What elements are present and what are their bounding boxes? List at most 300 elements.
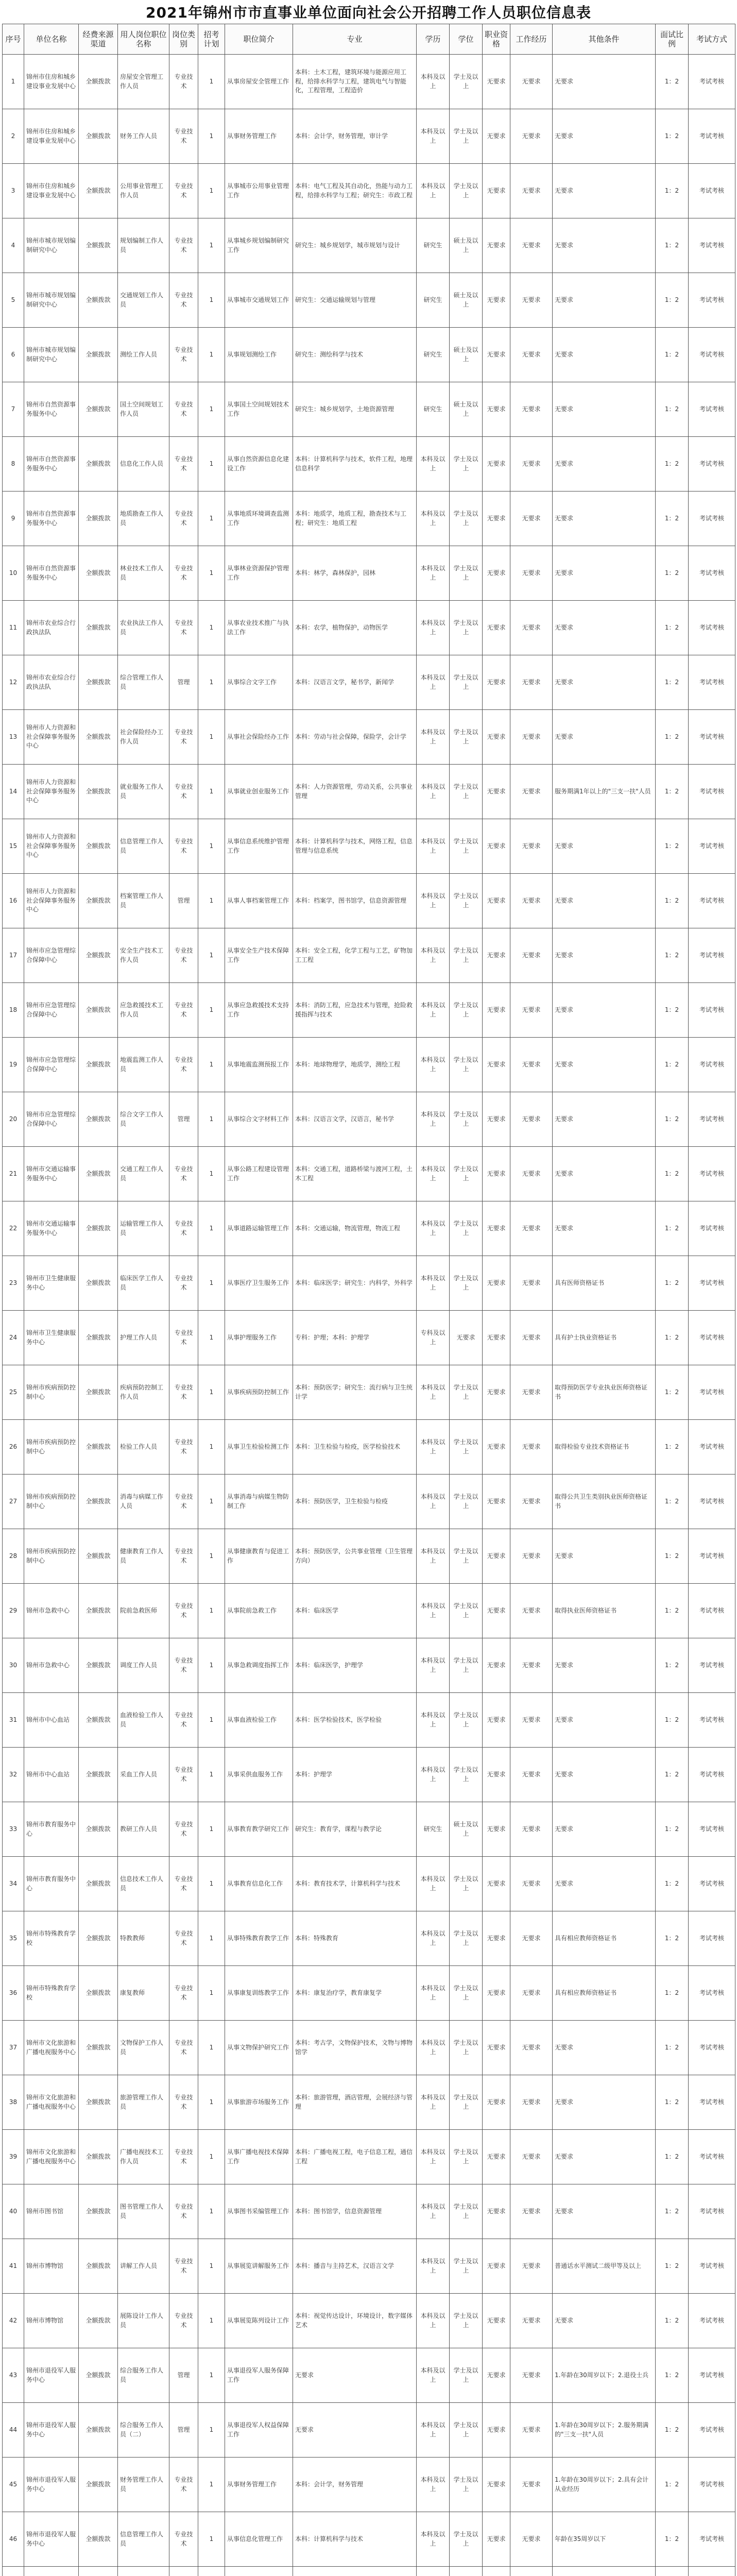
post-category: 专业技术 xyxy=(169,1529,198,1584)
unit-name: 锦州市自然资源事务服务中心 xyxy=(24,382,79,437)
post-category: 专业技术 xyxy=(169,164,198,218)
funding-source: 全额拨款 xyxy=(79,164,118,218)
major-requirement: 研究生：教育学，课程与教学论 xyxy=(293,1802,417,1857)
recruit-count: 1 xyxy=(198,2458,225,2512)
exam-method: 考试考核 xyxy=(689,1748,735,1802)
interview-ratio: 1：2 xyxy=(656,1911,689,1966)
funding-source: 全额拨款 xyxy=(79,437,118,492)
row-number: 6 xyxy=(3,328,24,382)
row-number: 4 xyxy=(3,218,24,273)
qualification: 无要求 xyxy=(483,928,510,983)
unit-name: 锦州市应急管理综合保障中心 xyxy=(24,928,79,983)
work-experience: 无要求 xyxy=(510,1147,553,1201)
funding-source: 全额拨款 xyxy=(79,1693,118,1748)
recruit-count: 1 xyxy=(198,1802,225,1857)
education: 本科及以上 xyxy=(417,1256,450,1311)
work-experience: 无要求 xyxy=(510,218,553,273)
recruit-count: 1 xyxy=(198,1147,225,1201)
unit-name: 锦州市急救中心 xyxy=(24,1584,79,1638)
education: 本科及以上 xyxy=(417,765,450,819)
unit-name: 锦州市特殊教育学校 xyxy=(24,1966,79,2021)
post-name: 信息管理工作人员 xyxy=(118,2512,169,2567)
funding-source: 全额拨款 xyxy=(79,273,118,328)
recruit-count: 1 xyxy=(198,928,225,983)
interview-ratio: 1：2 xyxy=(656,2512,689,2567)
interview-ratio: 1：2 xyxy=(656,164,689,218)
exam-method: 考试考核 xyxy=(689,546,735,601)
unit-name: 锦州市人力资源和社会保障事务服务中心 xyxy=(24,874,79,928)
post-category: 管理 xyxy=(169,2403,198,2458)
unit-name: 锦州市图书馆 xyxy=(24,2184,79,2239)
interview-ratio: 1：2 xyxy=(656,710,689,765)
other-conditions: 无要求 xyxy=(553,874,656,928)
recruit-count: 1 xyxy=(198,109,225,164)
exam-method: 考试考核 xyxy=(689,2348,735,2403)
qualification: 无要求 xyxy=(483,2512,510,2567)
qualification: 无要求 xyxy=(483,164,510,218)
education: 本科及以上 xyxy=(417,2403,450,2458)
exam-method: 考试考核 xyxy=(689,1638,735,1693)
work-experience: 无要求 xyxy=(510,710,553,765)
post-description: 从事国土空间规划技术工作 xyxy=(225,382,293,437)
work-experience: 无要求 xyxy=(510,2458,553,2512)
table-row xyxy=(3,1529,735,1584)
interview-ratio: 1：2 xyxy=(656,2348,689,2403)
table-row xyxy=(3,55,735,109)
unit-name: 锦州市教育服务中心 xyxy=(24,1857,79,1911)
post-description: 从事应急救援技术支持工作 xyxy=(225,983,293,1038)
work-experience: 无要求 xyxy=(510,328,553,382)
education: 本科及以上 xyxy=(417,710,450,765)
exam-method: 考试考核 xyxy=(689,1365,735,1420)
funding-source: 全额拨款 xyxy=(79,546,118,601)
table-row xyxy=(3,983,735,1038)
table-row xyxy=(3,765,735,819)
education: 本科及以上 xyxy=(417,1475,450,1529)
table-row xyxy=(3,1966,735,2021)
qualification: 无要求 xyxy=(483,1693,510,1748)
table-row xyxy=(3,1201,735,1256)
post-name: 图书管理工作人员 xyxy=(118,2184,169,2239)
column-header: 工作经历 xyxy=(510,24,553,55)
column-header: 职业资格 xyxy=(483,24,510,55)
major-requirement: 本科：交通工程，道路桥梁与渡河工程，土木工程 xyxy=(293,1147,417,1201)
education: 研究生 xyxy=(417,218,450,273)
unit-name: 锦州市交通运输事务服务中心 xyxy=(24,1201,79,1256)
work-experience: 无要求 xyxy=(510,1911,553,1966)
row-number: 21 xyxy=(3,1147,24,1201)
education: 本科及以上 xyxy=(417,1147,450,1201)
qualification: 无要求 xyxy=(483,546,510,601)
unit-name: 锦州市疾病预防控制中心 xyxy=(24,1529,79,1584)
degree: 学士及以上 xyxy=(450,2403,483,2458)
funding-source: 全额拨款 xyxy=(79,2239,118,2294)
exam-method: 考试考核 xyxy=(689,164,735,218)
row-number: 44 xyxy=(3,2403,24,2458)
qualification: 无要求 xyxy=(483,1584,510,1638)
table-row xyxy=(3,273,735,328)
education: 本科及以上 xyxy=(417,2184,450,2239)
unit-name: 锦州市人力资源和社会保障事务服务中心 xyxy=(24,819,79,874)
post-description: 从事文物保护研究工作 xyxy=(225,2021,293,2075)
row-number: 7 xyxy=(3,382,24,437)
table-row xyxy=(3,2348,735,2403)
unit-name: 锦州市退役军人服务中心 xyxy=(24,2512,79,2567)
table-row xyxy=(3,437,735,492)
funding-source: 全额拨款 xyxy=(79,1147,118,1201)
post-category: 专业技术 xyxy=(169,2130,198,2184)
post-name: 档案管理工作人员 xyxy=(118,874,169,928)
exam-method: 考试考核 xyxy=(689,1584,735,1638)
degree: 学士及以上 xyxy=(450,1584,483,1638)
degree: 学士及以上 xyxy=(450,55,483,109)
work-experience: 无要求 xyxy=(510,2184,553,2239)
row-number: 30 xyxy=(3,1638,24,1693)
post-name: 展陈设计工作人员 xyxy=(118,2294,169,2348)
major-requirement: 本科：会计学，财务管理 xyxy=(293,2458,417,2512)
unit-name xyxy=(24,2567,79,2576)
degree: 学士及以上 xyxy=(450,819,483,874)
major-requirement: 本科：劳动与社会保障，保险学，会计学 xyxy=(293,710,417,765)
post-name: 交通工程工作人员 xyxy=(118,1147,169,1201)
degree: 学士及以上 xyxy=(450,1038,483,1092)
work-experience: 无要求 xyxy=(510,928,553,983)
work-experience: 无要求 xyxy=(510,655,553,710)
post-description: 从事图书采编管理工作 xyxy=(225,2184,293,2239)
degree: 学士及以上 xyxy=(450,2184,483,2239)
major-requirement: 本科：电气工程及其自动化，热能与动力工程，给排水科学与工程；研究生：市政工程 xyxy=(293,164,417,218)
qualification: 无要求 xyxy=(483,819,510,874)
funding-source: 全额拨款 xyxy=(79,1038,118,1092)
post-description: 从事旅游市场服务工作 xyxy=(225,2075,293,2130)
work-experience: 无要求 xyxy=(510,1802,553,1857)
degree: 学士及以上 xyxy=(450,2021,483,2075)
row-number: 2 xyxy=(3,109,24,164)
funding-source: 全额拨款 xyxy=(79,1911,118,1966)
qualification: 无要求 xyxy=(483,1147,510,1201)
qualification: 无要求 xyxy=(483,1256,510,1311)
education: 本科及以上 xyxy=(417,2512,450,2567)
other-conditions: 无要求 xyxy=(553,2021,656,2075)
interview-ratio: 1：2 xyxy=(656,2294,689,2348)
post-category: 专业技术 xyxy=(169,218,198,273)
education: 本科及以上 xyxy=(417,2130,450,2184)
other-conditions: 无要求 xyxy=(553,1802,656,1857)
funding-source xyxy=(79,2567,118,2576)
major-requirement: 本科：广播电视工程，电子信息工程，通信工程 xyxy=(293,2130,417,2184)
post-description: 从事城市交通规划工作 xyxy=(225,273,293,328)
exam-method: 考试考核 xyxy=(689,1147,735,1201)
exam-method xyxy=(689,2567,735,2576)
column-header: 学历 xyxy=(417,24,450,55)
row-number: 29 xyxy=(3,1584,24,1638)
row-number: 27 xyxy=(3,1475,24,1529)
unit-name: 锦州市疾病预防控制中心 xyxy=(24,1420,79,1475)
post-category: 管理 xyxy=(169,1092,198,1147)
exam-method: 考试考核 xyxy=(689,655,735,710)
other-conditions: 具有相应教师资格证书 xyxy=(553,1966,656,2021)
row-number: 5 xyxy=(3,273,24,328)
post-description: 从事展览讲解服务工作 xyxy=(225,2239,293,2294)
exam-method: 考试考核 xyxy=(689,1201,735,1256)
table-row xyxy=(3,1638,735,1693)
education: 本科及以上 xyxy=(417,2294,450,2348)
row-number: 10 xyxy=(3,546,24,601)
interview-ratio: 1：2 xyxy=(656,55,689,109)
exam-method: 考试考核 xyxy=(689,382,735,437)
work-experience: 无要求 xyxy=(510,2348,553,2403)
degree: 学士及以上 xyxy=(450,1420,483,1475)
qualification: 无要求 xyxy=(483,874,510,928)
interview-ratio: 1：2 xyxy=(656,1311,689,1365)
other-conditions: 无要求 xyxy=(553,1693,656,1748)
work-experience: 无要求 xyxy=(510,819,553,874)
major-requirement: 本科：会计学，财务管理，审计学 xyxy=(293,109,417,164)
degree: 学士及以上 xyxy=(450,492,483,546)
interview-ratio: 1：2 xyxy=(656,655,689,710)
exam-method: 考试考核 xyxy=(689,874,735,928)
table-row xyxy=(3,1748,735,1802)
post-category: 专业技术 xyxy=(169,1420,198,1475)
degree: 学士及以上 xyxy=(450,928,483,983)
recruit-count: 1 xyxy=(198,1693,225,1748)
row-number: 12 xyxy=(3,655,24,710)
post-name: 测绘工作人员 xyxy=(118,328,169,382)
unit-name: 锦州市农业综合行政执法队 xyxy=(24,601,79,655)
post-category: 专业技术 xyxy=(169,55,198,109)
other-conditions: 无要求 xyxy=(553,928,656,983)
post-name: 社会保险经办工作人员 xyxy=(118,710,169,765)
post-name: 交通规划工作人员 xyxy=(118,273,169,328)
interview-ratio: 1：2 xyxy=(656,2021,689,2075)
table-row xyxy=(3,1038,735,1092)
recruit-count: 1 xyxy=(198,1475,225,1529)
table-row xyxy=(3,1584,735,1638)
work-experience: 无要求 xyxy=(510,1475,553,1529)
other-conditions: 无要求 xyxy=(553,1092,656,1147)
post-name: 国土空间规划工作人员 xyxy=(118,382,169,437)
interview-ratio: 1：2 xyxy=(656,1092,689,1147)
unit-name: 锦州市中心血站 xyxy=(24,1748,79,1802)
unit-name: 锦州市疾病预防控制中心 xyxy=(24,1475,79,1529)
post-name: 综合文字工作人员 xyxy=(118,1092,169,1147)
post-category: 专业技术 xyxy=(169,765,198,819)
table-row xyxy=(3,1693,735,1748)
table-row xyxy=(3,2512,735,2567)
other-conditions: 无要求 xyxy=(553,492,656,546)
qualification: 无要求 xyxy=(483,273,510,328)
post-category: 专业技术 xyxy=(169,928,198,983)
other-conditions: 无要求 xyxy=(553,218,656,273)
education: 本科及以上 xyxy=(417,1911,450,1966)
table-row xyxy=(3,655,735,710)
major-requirement: 本科：卫生检验与检疫，医学检验技术 xyxy=(293,1420,417,1475)
funding-source: 全额拨款 xyxy=(79,2021,118,2075)
post-name: 安全生产技术工作人员 xyxy=(118,928,169,983)
column-header: 学位 xyxy=(450,24,483,55)
education: 本科及以上 xyxy=(417,1038,450,1092)
funding-source: 全额拨款 xyxy=(79,1857,118,1911)
work-experience: 无要求 xyxy=(510,1857,553,1911)
other-conditions: 无要求 xyxy=(553,382,656,437)
degree: 学士及以上 xyxy=(450,1966,483,2021)
post-description: 从事信息系统维护管理工作 xyxy=(225,819,293,874)
other-conditions: 取得执业医师资格证书 xyxy=(553,1584,656,1638)
exam-method: 考试考核 xyxy=(689,109,735,164)
post-name: 林业技术工作人员 xyxy=(118,546,169,601)
exam-method: 考试考核 xyxy=(689,1911,735,1966)
work-experience: 无要求 xyxy=(510,765,553,819)
work-experience: 无要求 xyxy=(510,546,553,601)
major-requirement: 本科：农学，植物保护，动物医学 xyxy=(293,601,417,655)
post-name: 信息化工作人员 xyxy=(118,437,169,492)
education: 研究生 xyxy=(417,328,450,382)
funding-source: 全额拨款 xyxy=(79,1420,118,1475)
unit-name: 锦州市疾病预防控制中心 xyxy=(24,1365,79,1420)
interview-ratio: 1：2 xyxy=(656,2184,689,2239)
recruit-count: 1 xyxy=(198,1748,225,1802)
funding-source: 全额拨款 xyxy=(79,1584,118,1638)
exam-method: 考试考核 xyxy=(689,55,735,109)
interview-ratio: 1：2 xyxy=(656,1857,689,1911)
exam-method: 考试考核 xyxy=(689,218,735,273)
education: 研究生 xyxy=(417,1802,450,1857)
recruit-count: 1 xyxy=(198,2403,225,2458)
other-conditions: 无要求 xyxy=(553,437,656,492)
interview-ratio: 1：2 xyxy=(656,2239,689,2294)
unit-name: 锦州市退役军人服务中心 xyxy=(24,2403,79,2458)
recruit-count: 1 xyxy=(198,655,225,710)
post-name: 检验工作人员 xyxy=(118,1420,169,1475)
post-name: 消毒与病媒工作人员 xyxy=(118,1475,169,1529)
funding-source: 全额拨款 xyxy=(79,328,118,382)
interview-ratio: 1：2 xyxy=(656,328,689,382)
table-row xyxy=(3,2567,735,2576)
recruit-count: 1 xyxy=(198,218,225,273)
unit-name: 锦州市卫生健康服务中心 xyxy=(24,1256,79,1311)
qualification: 无要求 xyxy=(483,1201,510,1256)
post-category: 专业技术 xyxy=(169,1638,198,1693)
table-row xyxy=(3,1857,735,1911)
column-header: 面试比例 xyxy=(656,24,689,55)
unit-name: 锦州市应急管理综合保障中心 xyxy=(24,1092,79,1147)
post-name: 调度工作人员 xyxy=(118,1638,169,1693)
other-conditions: 无要求 xyxy=(553,1748,656,1802)
post-name: 规划编制工作人员 xyxy=(118,218,169,273)
education: 本科及以上 xyxy=(417,2458,450,2512)
work-experience: 无要求 xyxy=(510,1529,553,1584)
degree: 学士及以上 xyxy=(450,1693,483,1748)
table-row xyxy=(3,601,735,655)
education: 本科及以上 xyxy=(417,1201,450,1256)
work-experience: 无要求 xyxy=(510,874,553,928)
table-row xyxy=(3,1420,735,1475)
other-conditions: 取得预防医学专业执业医师资格证书 xyxy=(553,1365,656,1420)
work-experience: 无要求 xyxy=(510,1201,553,1256)
exam-method: 考试考核 xyxy=(689,1857,735,1911)
recruit-count: 1 xyxy=(198,1911,225,1966)
interview-ratio: 1：2 xyxy=(656,437,689,492)
degree: 学士及以上 xyxy=(450,1638,483,1693)
major-requirement: 本科：旅游管理，酒店管理，会展经济与管理 xyxy=(293,2075,417,2130)
row-number: 28 xyxy=(3,1529,24,1584)
other-conditions: 无要求 xyxy=(553,655,656,710)
header-row xyxy=(3,24,735,55)
post-description: 从事特殊教育教学工作 xyxy=(225,1911,293,1966)
qualification: 无要求 xyxy=(483,2239,510,2294)
post-category: 专业技术 xyxy=(169,1365,198,1420)
qualification: 无要求 xyxy=(483,1966,510,2021)
interview-ratio: 1：2 xyxy=(656,1147,689,1201)
major-requirement: 研究生：城乡规划学，土地资源管理 xyxy=(293,382,417,437)
table-row xyxy=(3,2130,735,2184)
funding-source: 全额拨款 xyxy=(79,2130,118,2184)
qualification: 无要求 xyxy=(483,1638,510,1693)
row-number xyxy=(3,2567,24,2576)
row-number: 16 xyxy=(3,874,24,928)
exam-method: 考试考核 xyxy=(689,601,735,655)
post-category: 专业技术 xyxy=(169,2021,198,2075)
table-row xyxy=(3,2239,735,2294)
row-number: 26 xyxy=(3,1420,24,1475)
recruit-count: 1 xyxy=(198,1311,225,1365)
post-description: 从事自然资源信息化建设工作 xyxy=(225,437,293,492)
post-category: 专业技术 xyxy=(169,983,198,1038)
education: 本科及以上 xyxy=(417,1584,450,1638)
post-description: 从事城乡规划编制研究工作 xyxy=(225,218,293,273)
work-experience: 无要求 xyxy=(510,1693,553,1748)
degree: 学士及以上 xyxy=(450,437,483,492)
major-requirement: 本科：预防医学；研究生：流行病与卫生统计学 xyxy=(293,1365,417,1420)
work-experience: 无要求 xyxy=(510,382,553,437)
work-experience: 无要求 xyxy=(510,492,553,546)
exam-method: 考试考核 xyxy=(689,2512,735,2567)
post-category: 专业技术 xyxy=(169,1475,198,1529)
qualification: 无要求 xyxy=(483,655,510,710)
post-category: 专业技术 xyxy=(169,109,198,164)
recruit-count: 1 xyxy=(198,1857,225,1911)
recruit-count: 1 xyxy=(198,55,225,109)
major-requirement: 本科：交通运输，物流管理，物流工程 xyxy=(293,1201,417,1256)
degree: 学士及以上 xyxy=(450,1748,483,1802)
work-experience: 无要求 xyxy=(510,273,553,328)
education: 本科及以上 xyxy=(417,492,450,546)
funding-source: 全额拨款 xyxy=(79,655,118,710)
interview-ratio: 1：2 xyxy=(656,1365,689,1420)
unit-name: 锦州市中心血站 xyxy=(24,1693,79,1748)
post-description: 从事安全生产技术保障工作 xyxy=(225,928,293,983)
recruit-count: 1 xyxy=(198,819,225,874)
major-requirement: 本科：计算机科学与技术 xyxy=(293,2512,417,2567)
education: 本科及以上 xyxy=(417,2239,450,2294)
row-number: 1 xyxy=(3,55,24,109)
funding-source: 全额拨款 xyxy=(79,1201,118,1256)
other-conditions: 取得检验专业技术资格证书 xyxy=(553,1420,656,1475)
major-requirement: 本科：播音与主持艺术，汉语言文学 xyxy=(293,2239,417,2294)
row-number: 33 xyxy=(3,1802,24,1857)
qualification: 无要求 xyxy=(483,2403,510,2458)
post-name: 就业服务工作人员 xyxy=(118,765,169,819)
education: 本科及以上 xyxy=(417,1365,450,1420)
education: 本科及以上 xyxy=(417,655,450,710)
row-number: 43 xyxy=(3,2348,24,2403)
work-experience: 无要求 xyxy=(510,1365,553,1420)
unit-name: 锦州市农业综合行政执法队 xyxy=(24,655,79,710)
education: 本科及以上 xyxy=(417,1529,450,1584)
table-row xyxy=(3,164,735,218)
recruit-count: 1 xyxy=(198,2239,225,2294)
post-name: 信息管理工作人员 xyxy=(118,819,169,874)
